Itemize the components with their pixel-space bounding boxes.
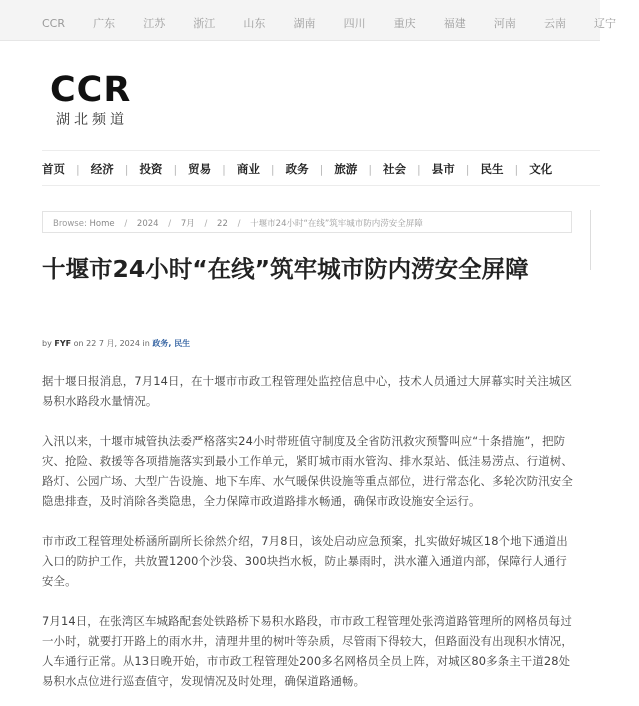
breadcrumb — [42, 211, 572, 233]
site-logo[interactable]: CCR — [50, 70, 132, 110]
nav-separator: | — [222, 163, 226, 176]
nav-separator: | — [319, 163, 324, 176]
nav-item-economy[interactable]: 经济 — [90, 162, 114, 176]
nav-item-counties[interactable]: 县市 — [431, 162, 455, 176]
meta-date: 22 7 月, 2024 — [86, 339, 140, 348]
nav-item-livelihood[interactable]: 民生 — [480, 162, 504, 176]
meta-by: by — [42, 339, 52, 348]
nav-item-tourism[interactable]: 旅游 — [334, 162, 358, 176]
nav-separator: | — [76, 163, 80, 176]
site-channel-name: 湖北频道 — [56, 112, 128, 128]
region-link[interactable]: 河南 — [493, 17, 516, 30]
meta-category-link[interactable]: 政务 — [152, 339, 169, 348]
region-link[interactable]: CCR — [42, 17, 66, 30]
region-link[interactable]: 广东 — [93, 17, 116, 30]
meta-in: in — [142, 339, 150, 348]
nav-item-government[interactable]: 政务 — [285, 162, 309, 176]
article-paragraph: 7月14日，在张湾区车城路配套处铁路桥下易积水路段，市市政工程管理处张湾道路管理所的网格员每过一小时，就要打开路上的雨水井，清理井里的树叶等杂质，尽管雨下得较大，但路面没有出现积水情况，人车通行正常。从13日晚开始，市市政工程管理处200多名网格员全员上阵，对城区80多条主干道28处易积水点位进行巡查值守，发现情况及时处理，确保道路通畅。 — [42, 614, 573, 688]
nav-item-society[interactable]: 社会 — [383, 162, 407, 176]
nav-separator: | — [124, 163, 129, 176]
nav-separator: | — [514, 163, 519, 176]
article-paragraph: 入汛以来，十堰市城管执法委严格落实24小时带班值守制度及全省防汛救灾预警叫应“十条措施”，把防灾、抢险、救援等各项措施落实到最小工作单元，紧盯城市雨水管沟、排水泵站、低洼易涝点、行道树、路灯、公园广场、大型广告设施、地下车库、水气暖保供设施等重点部位，进行常态化、多轮次防汛安全隐患排查，及时消除各类隐患，全力保障市政道路排水畅通，确保市政设施安全运行。 — [42, 434, 573, 508]
nav-item-investment[interactable]: 投资 — [139, 162, 163, 176]
breadcrumb-current: 十堰市24小时“在线”筑牢城市防内涝安全屏障 — [250, 219, 423, 229]
region-topbar — [0, 0, 617, 41]
breadcrumb-label: Browse: — [53, 219, 87, 229]
region-link[interactable]: 辽宁 — [594, 17, 617, 30]
breadcrumb-year[interactable]: 2024 — [136, 219, 159, 229]
article-paragraph: 据十堰日报消息，7月14日，在十堰市市政工程管理处监控信息中心，技术人员通过大屏幕实时关注城区易积水路段水量情况。 — [42, 374, 572, 408]
region-link[interactable]: 云南 — [543, 17, 566, 30]
article-meta — [42, 338, 190, 349]
region-link[interactable]: 山东 — [243, 17, 266, 30]
region-link[interactable]: 四川 — [343, 17, 366, 30]
meta-category-link[interactable]: 民生 — [174, 339, 191, 348]
breadcrumb-separator: / — [204, 219, 208, 229]
breadcrumb-day[interactable]: 22 — [217, 219, 228, 229]
region-link[interactable]: 湖南 — [293, 17, 316, 30]
article-title: 十堰市24小时“在线”筑牢城市防内涝安全屏障 — [42, 255, 529, 283]
meta-author[interactable]: FYF — [54, 339, 72, 348]
article-paragraph: 市市政工程管理处桥涵所副所长徐然介绍，7月8日，该处启动应急预案，扎实做好城区18个地下通道出入口的防护工作，共放置1200个沙袋、300块挡水板，防止暴雨时，洪水灌入通道内部，保障行人通行安全。 — [42, 534, 568, 588]
meta-on: on — [73, 339, 84, 348]
region-list — [42, 12, 639, 31]
nav-separator: | — [368, 163, 373, 176]
breadcrumb-separator: / — [124, 219, 128, 229]
nav-item-business[interactable]: 商业 — [236, 162, 260, 176]
breadcrumb-month[interactable]: 7月 — [180, 219, 195, 229]
nav-separator: | — [465, 163, 470, 176]
nav-separator: | — [417, 163, 421, 176]
breadcrumb-home[interactable]: Home — [89, 219, 115, 229]
meta-category-separator: , — [168, 339, 175, 348]
nav-item-home[interactable]: 首页 — [42, 162, 65, 176]
breadcrumb-separator: / — [168, 219, 172, 229]
region-link[interactable]: 福建 — [443, 17, 466, 30]
nav-separator: | — [270, 163, 275, 176]
breadcrumb-separator: / — [237, 219, 241, 229]
region-link[interactable]: 浙江 — [193, 17, 216, 30]
region-link[interactable]: 重庆 — [393, 17, 416, 30]
nav-item-trade[interactable]: 贸易 — [188, 162, 212, 176]
sidebar-edge — [590, 210, 601, 270]
region-link[interactable]: 江苏 — [143, 17, 166, 30]
nav-separator: | — [173, 163, 178, 176]
article-body — [42, 371, 577, 706]
main-nav — [42, 150, 600, 186]
nav-item-culture[interactable]: 文化 — [529, 162, 553, 176]
